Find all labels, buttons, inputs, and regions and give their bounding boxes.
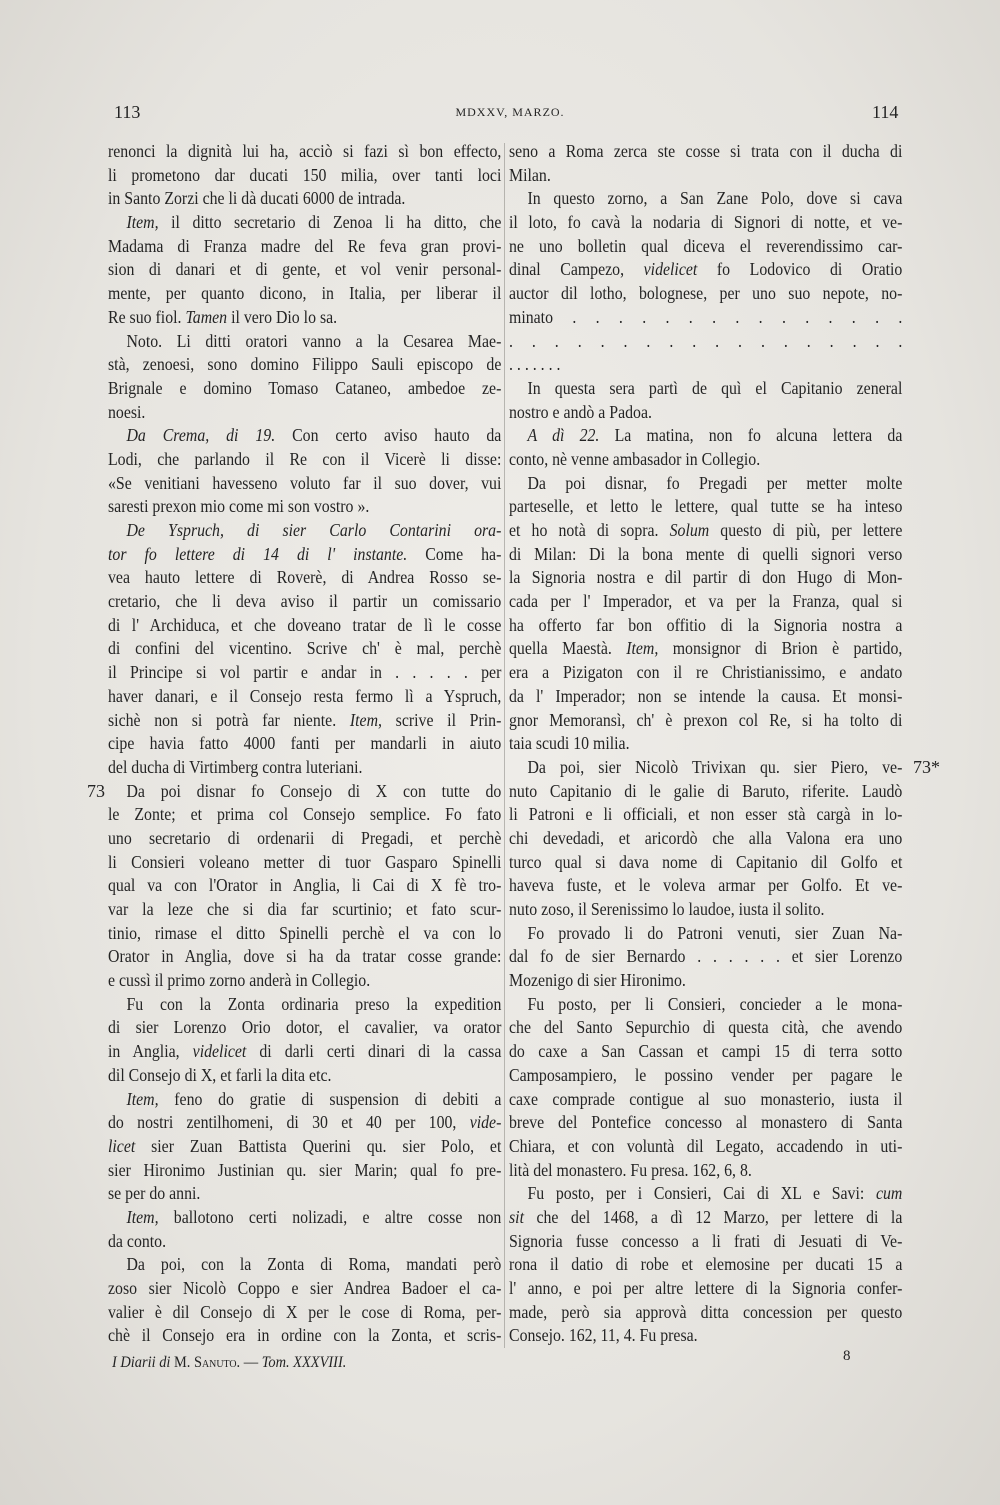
text-line [108,495,501,519]
text-line [108,827,501,851]
text-run: il vero Dio lo sa. [227,306,338,327]
italic-text: Item, [349,709,382,730]
signature-mark: 8 [843,1348,851,1364]
text-run: qual va con l'Orator in Anglia, li Cai di X fè tro- [108,875,502,896]
text-run: Fo provado li do Patroni venuti, sier Zuan Na- [527,922,903,943]
text-run: Signoria fusse concesso a li frati di Jesuati di Ve- [509,1230,903,1251]
text-line [509,1016,902,1040]
text-run: do nostri zentilhomeni, di 30 et 40 per 100, [108,1112,470,1133]
italic-text: licet [108,1135,136,1156]
text-line [108,780,501,804]
text-run: dinal Campezo, [509,259,644,280]
paragraph [509,472,902,756]
paragraph [108,519,501,780]
text-line [509,140,902,164]
text-line [108,1182,501,1206]
text-line [509,590,902,614]
text-run: caxe comprade contigue al suo monasterio, iusta il [509,1088,903,1109]
text-run: gnor Memoransì, ch' è prexon col Re, si ha tolto di [509,709,903,730]
text-run: li Consieri voleano metter di tuor Gasparo Spinelli [108,851,502,872]
text-line [108,1159,501,1183]
text-line [509,993,902,1017]
text-run: uno secretario di ordenarii di Pregadi, et perchè [108,827,502,848]
text-run: . . . . . . . . . . . . . . . . . . [509,330,903,351]
text-line [509,1182,902,1206]
text-run: Lodi, che parlando il Re con il Vicerè li disse: [108,448,502,469]
italic-text: Item, [126,1088,159,1109]
text-line [108,1040,501,1064]
text-line [509,164,902,188]
text-line [509,803,902,827]
paragraph [108,780,501,993]
text-run: Fu posto, per li Consieri, concieder a le mona- [527,993,903,1014]
text-line [509,495,902,519]
text-run: scrive il Prin- [381,709,502,730]
text-run: da conto. [108,1230,167,1251]
text-run: lità del monastero. Fu presa. 162, 6, 8. [509,1159,752,1180]
text-line [108,993,501,1017]
left-column [108,140,501,1348]
text-line [108,282,501,306]
text-line [108,472,501,496]
text-line [509,306,902,330]
italic-text: Da Crema, di 19. [126,425,276,446]
paragraph [509,993,902,1183]
text-line [509,187,902,211]
text-line [108,1301,501,1325]
text-run: auctor dil lotho, bolognese, per uno suo nepote, no- [509,283,903,304]
text-line [509,614,902,638]
italic-text: Tamen [185,306,228,327]
text-run: da l' Imperador; non se intende la causa. Et monsi- [509,685,903,706]
footer-series: I Diarii di [112,1354,171,1371]
footer-author: Sanuto. [194,1354,241,1371]
text-line [108,235,501,259]
text-run: Madama di Franza madre del Re feva gran provi- [108,235,502,256]
text-line [108,1111,501,1135]
text-line [108,401,501,425]
text-line [108,1206,501,1230]
paragraph [509,922,902,993]
text-line [108,211,501,235]
text-line [108,258,501,282]
text-run: in Santo Zorzi che li dà ducati 6000 de intrada. [108,188,406,209]
text-line [509,874,902,898]
text-run: Da poi, con la Zonta di Roma, mandati però [126,1254,502,1275]
text-run: Mozenigo di sier Hironimo. [509,970,686,991]
text-line [509,898,902,922]
text-run: breve del Pontefice concesso al monastero di Santa [509,1112,903,1133]
text-line [509,1159,902,1183]
text-line [108,1135,501,1159]
margin-folio-number-right: 73* [913,757,940,777]
text-line [108,614,501,638]
text-line [509,472,902,496]
text-run: Orator in Anglia, dove si ha da tratar cosse grande: [108,946,502,967]
text-run: sier Zuan Battista Querini qu. sier Polo, et [135,1135,502,1156]
text-run: sion di danari et di gente, et vol venir personal- [108,259,502,280]
text-line [509,377,902,401]
text-run: tinio, rimase el ditto Spinelli perchè el va con lo [108,922,502,943]
text-line [509,401,902,425]
text-run: ne uno bolletin qual diceva el reverendissimo car- [509,235,903,256]
text-run: che del Santo Sepurchio di questa cità, che avendo [509,1017,903,1038]
paragraph [108,140,501,211]
italic-text: videlicet [192,1041,247,1062]
text-line [108,566,501,590]
text-run: Noto. Li ditti oratori vanno a la Cesarea Mae- [126,330,502,351]
text-run: valier è dil Consejo di X per le cose di Roma, per- [108,1301,502,1322]
text-line [509,1111,902,1135]
text-line [509,709,902,733]
text-line [509,1135,902,1159]
text-line [108,519,501,543]
text-line [108,637,501,661]
text-line [509,353,902,377]
text-run: . . . . . . . [509,354,561,375]
text-run: Da poi disnar fo Consejo di X con tutte do [126,780,502,801]
text-run: il ditto secretario di Zenoa li ha ditto, che [158,212,502,233]
text-line [509,566,902,590]
text-line [509,282,902,306]
text-line [108,164,501,188]
text-run: et ho notà di sopra. [509,520,670,540]
text-line [108,1230,501,1254]
text-run: fo Lodovico di Oratio [697,259,903,280]
text-line [108,898,501,922]
text-line [108,732,501,756]
text-run: chi devedadi, et aricordò che alla Valona era uno [509,827,903,848]
text-run: Da poi, sier Nicolò Trivixan qu. sier Piero, ve- [527,756,903,777]
text-line [509,1064,902,1088]
text-line [108,922,501,946]
text-run: la Signoria nostra e dil partir di don Hugo di Mon- [509,567,903,588]
text-line [108,377,501,401]
paragraph [509,140,902,187]
text-line [108,1064,501,1088]
text-run: Chiara, et con voluntà dil Legato, accadendo in uti- [509,1135,903,1156]
text-line [108,685,501,709]
text-line [108,945,501,969]
text-run: rona il datio di robe et elemosine per ducati 15 a [509,1254,903,1275]
text-run: In questa sera partì de quì el Capitanio zeneral [527,377,903,398]
text-run: in Anglia, [108,1041,193,1062]
text-line [509,424,902,448]
italic-text: Item, [626,638,659,659]
italic-text: Solum [669,520,710,540]
text-run: se per do anni. [108,1183,201,1204]
text-line [509,1088,902,1112]
margin-folio-number-left: 73 [87,781,105,801]
italic-text: De Yspruch, di sier Carlo Contarini ora- [126,520,502,540]
text-line [509,685,902,709]
text-run: La matina, non fo alcuna lettera da [599,425,903,446]
running-head: MDXXV, MARZO. [455,105,565,119]
text-line [509,519,902,543]
text-line [108,851,501,875]
text-run: di confini del vicentino. Scrive ch' è mal, perchè [108,638,502,659]
text-run: renonci la dignità lui ha, acciò si fazi sì bon effecto, [108,141,502,161]
text-run: taia scudi 10 milia. [509,733,630,754]
text-line [509,330,902,354]
text-line [509,780,902,804]
text-run: le Zonte; et prima col Consejo semplice. Fo fato [108,804,502,825]
paragraph [108,424,501,519]
text-line [108,306,501,330]
text-line [108,424,501,448]
text-run: cretario, che li deva aviso il partir un comissario [108,591,502,612]
text-run: monsignor di Brion è partido, [658,638,903,659]
text-run: Camposampiero, le possino vender per pagare le [509,1064,903,1085]
text-line [108,874,501,898]
paragraph [509,377,902,424]
text-line [108,543,501,567]
text-run: quella Maestà. [509,638,627,659]
text-line [108,590,501,614]
text-line [509,851,902,875]
italic-text: A dì 22. [527,425,600,446]
page-number-left: 113 [114,102,141,122]
text-line [509,756,902,780]
text-run: nostro e andò a Padoa. [509,401,652,422]
text-run: e cussì il primo zorno anderà in Collegio. [108,970,371,991]
text-run: di sier Lorenzo Orio dotor, el cavalier, va orator [108,1017,502,1038]
text-run: minato . . . . . . . . . . . . . . . [509,306,903,327]
italic-text: vide- [469,1112,502,1133]
text-run: chè il Consejo era in ordine con la Zonta, et scris- [108,1325,502,1346]
text-run: do caxe a San Cassan et campi 15 di terra sotto [509,1041,903,1062]
text-run: vea hauto lettere di Roverè, di Andrea Rosso se- [108,567,502,588]
text-line [108,803,501,827]
footer-line [112,1352,346,1374]
text-line [108,1088,501,1112]
text-line [509,969,902,993]
text-run: Fu posto, per i Consieri, Cai di XL e Savi: [527,1183,876,1204]
text-run: nuto Capitanio di le galie di Baruto, riferite. Laudò [509,780,903,801]
text-run: Fu con la Zonta ordinaria preso la expedition [126,993,502,1014]
text-run: di Milan: Di la bona mente di quelli signori verso [509,543,903,564]
text-run: ha offerto far bon offitio di la Signoria nostra a [509,614,903,635]
paragraph [108,993,501,1088]
text-run: sichè non si potrà far niente. [108,709,350,730]
text-line [108,330,501,354]
text-run: l' anno, e poi per altre lettere di la Signoria confer- [509,1278,903,1298]
text-line [108,353,501,377]
text-run: di darli certi dinari di la cassa [246,1041,502,1062]
text-run: li prometono dar ducati 150 milia, over tanti loci [108,164,502,185]
text-line [509,448,902,472]
text-line [509,827,902,851]
text-run: conto, nè venne ambasador in Collegio. [509,448,761,469]
text-run: parteselle, et letto le lettere, qual tutte se ha inteso [509,496,903,517]
italic-text: cum [875,1183,903,1204]
paragraph [108,211,501,329]
text-run: questo di più, per lettere [709,520,903,540]
footer-dash: — [243,1354,259,1371]
text-line [509,1040,902,1064]
text-line [509,637,902,661]
text-line [509,1324,902,1348]
text-line [108,709,501,733]
text-line [509,258,902,282]
page-number-right: 114 [872,102,899,122]
text-line [509,945,902,969]
italic-text: sit [509,1206,524,1227]
text-line [108,1324,501,1348]
text-line [509,543,902,567]
text-run: haver danari, e il Consejo resta fermo lì a Yspruch, [108,685,502,706]
paragraph [509,187,902,377]
text-run: cipe havia fatto 4000 fanti per mandarli in aiuto [108,733,502,754]
text-line [108,140,501,164]
italic-text: tor fo lettere di 14 di l' instante. [108,543,408,564]
text-line [108,969,501,993]
text-line [509,1277,902,1301]
right-column [509,140,902,1348]
paragraph [509,424,902,471]
text-line [108,756,501,780]
text-run: che del 1468, a dì 12 Marzo, per lettere di la [523,1206,903,1227]
text-run: Milan. [509,164,551,185]
text-run: Brignale e domino Tomaso Cataneo, ambedoe ze- [108,377,502,398]
text-line [108,1277,501,1301]
paragraph [108,1253,501,1348]
text-run: nuto zoso, il Serenissimo lo laudoe, iusta il solito. [509,899,825,919]
text-line [108,1016,501,1040]
italic-text: videlicet [643,259,698,280]
text-run: cada per l' Imperador, et va per la Franza, qual si [509,591,903,612]
text-run: il Principe si vol partir e andar in . . . . . per [108,662,502,683]
text-line [108,1253,501,1277]
text-run: In questo zorno, a San Zane Polo, dove si cava [527,188,903,209]
text-run: mente, per quanto dicono, in Italia, per liberar il [108,283,502,304]
text-run: era a Pizigaton con il re Christianissimo, e andato [509,662,903,683]
paragraph [108,330,501,425]
text-run: dal fo de sier Bernardo . . . . . . et sier Lorenzo [509,946,903,967]
paragraph [509,756,902,922]
text-run: haveva fuste, et le voleva armar per Golfo. Et ve- [509,875,903,896]
text-run: saresti prexon mio come mi son vostro ». [108,496,370,517]
text-run: noesi. [108,401,146,422]
text-run: Da poi disnar, fo Pregadi per metter molte [527,472,903,493]
text-run: «Se venitiani havesseno voluto far il suo dover, vui [108,472,502,493]
text-run: stà, zenoesi, sono domino Filippo Sauli episcopo de [108,354,502,375]
text-line [509,1230,902,1254]
text-run: turco qual si dava nome di Capitanio dil Golfo et [509,851,903,872]
footer-author-initial: M. [174,1354,191,1371]
text-line [509,1206,902,1230]
text-run: del ducha di Virtimberg contra luteriani. [108,756,363,777]
text-run: sier Hironimo Justinian qu. sier Marin; qual fo pre- [108,1159,502,1180]
column-divider [504,143,505,1348]
text-run: Come ha- [407,543,502,564]
text-line [108,661,501,685]
text-run: dil Consejo di X, et farli la dita etc. [108,1064,332,1085]
text-run: feno do gratie di suspension di debiti a [158,1088,502,1109]
text-line [509,922,902,946]
text-line [509,661,902,685]
text-run: Re suo fiol. [108,306,186,327]
text-run: Con certo aviso hauto da [275,425,502,446]
text-line [509,235,902,259]
text-line [509,211,902,235]
text-run: di l' Archiduca, et che doveano tratar de lì le cosse [108,614,502,635]
text-line [108,448,501,472]
text-run: Consejo. 162, 11, 4. Fu presa. [509,1325,698,1346]
text-run: ballotono certi nolizadi, e altre cosse non [158,1206,502,1227]
text-run: li Patroni e li officiali, et non esser stà cargà in lo- [509,804,903,825]
paragraph [509,1182,902,1348]
text-run: made, però sia approvà ditta concession per questo [509,1301,903,1322]
paragraph [108,1206,501,1253]
text-run: seno a Roma zerca ste cosse si trata con il ducha di [509,141,903,161]
text-run: var la leze che si dia far scurtinio; et fato scur- [108,899,502,919]
text-line [509,1253,902,1277]
footer-volume: Tom. XXXVIII. [261,1354,347,1371]
text-line [509,732,902,756]
text-line [108,187,501,211]
text-line [509,1301,902,1325]
text-run: zoso sier Nicolò Coppo e sier Andrea Badoer el ca- [108,1278,502,1298]
paragraph [108,1088,501,1206]
text-run: il loto, fo cavà la nodaria di Signori di notte, et ve- [509,212,903,233]
italic-text: Item, [126,1206,159,1227]
italic-text: Item, [126,212,159,233]
